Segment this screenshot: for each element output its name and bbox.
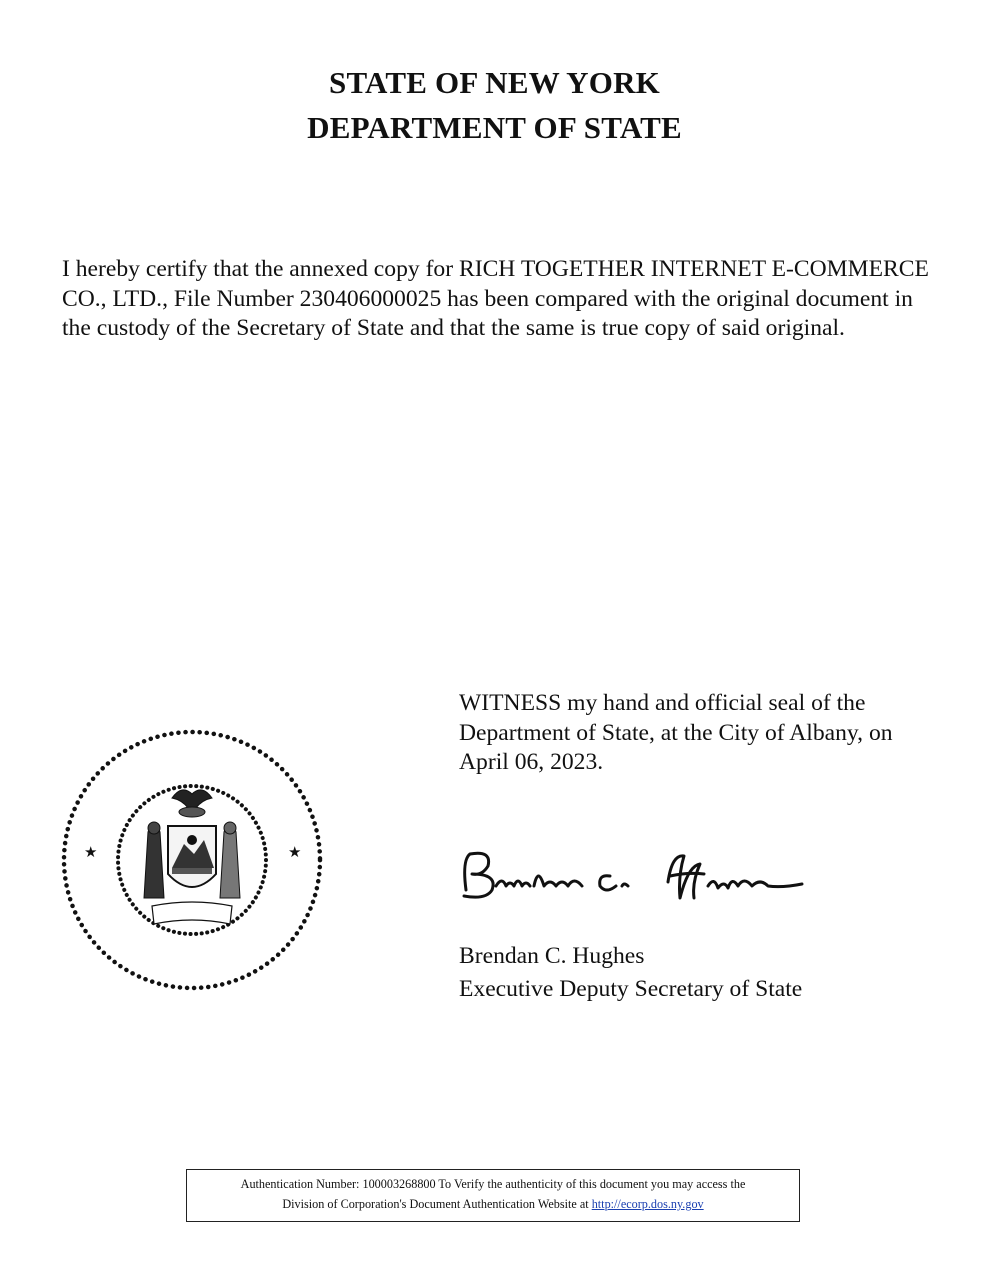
signer-title: Executive Deputy Secretary of State bbox=[459, 976, 803, 1002]
certification-paragraph: I hereby certify that the annexed copy for RICH TOGETHER INTERNET E-COMMERCE CO., LTD., File Number 230406000025 has been compared with the original document in the custody of the Secretary of State and that the same is true copy of said original. bbox=[62, 256, 929, 341]
signature-icon bbox=[452, 846, 832, 916]
handwritten-signature bbox=[452, 846, 832, 916]
witness-statement: WITNESS my hand and official seal of the Department of State, at the City of Albany, on April 06, 2023. bbox=[459, 690, 893, 775]
svg-text:★: ★ bbox=[84, 845, 98, 861]
department-of-state-seal bbox=[60, 728, 324, 992]
authentication-website-line bbox=[187, 1194, 799, 1214]
header-department: DEPARTMENT OF STATE bbox=[307, 110, 682, 145]
header-state: STATE OF NEW YORK bbox=[329, 65, 660, 100]
signer-block bbox=[459, 940, 929, 1006]
authentication-number-line: Authentication Number: 100003268800 To Verify the authenticity of this document you may access the bbox=[240, 1177, 746, 1191]
svg-text:★: ★ bbox=[288, 845, 302, 861]
verification-link[interactable]: http://ecorp.dos.ny.gov bbox=[591, 1197, 704, 1211]
authentication-box bbox=[186, 1169, 800, 1222]
seal-icon bbox=[60, 728, 324, 992]
document-header bbox=[0, 60, 989, 150]
signer-name: Brendan C. Hughes bbox=[459, 943, 645, 969]
authentication-website-text: Division of Corporation's Document Authentication Website at bbox=[282, 1197, 589, 1211]
